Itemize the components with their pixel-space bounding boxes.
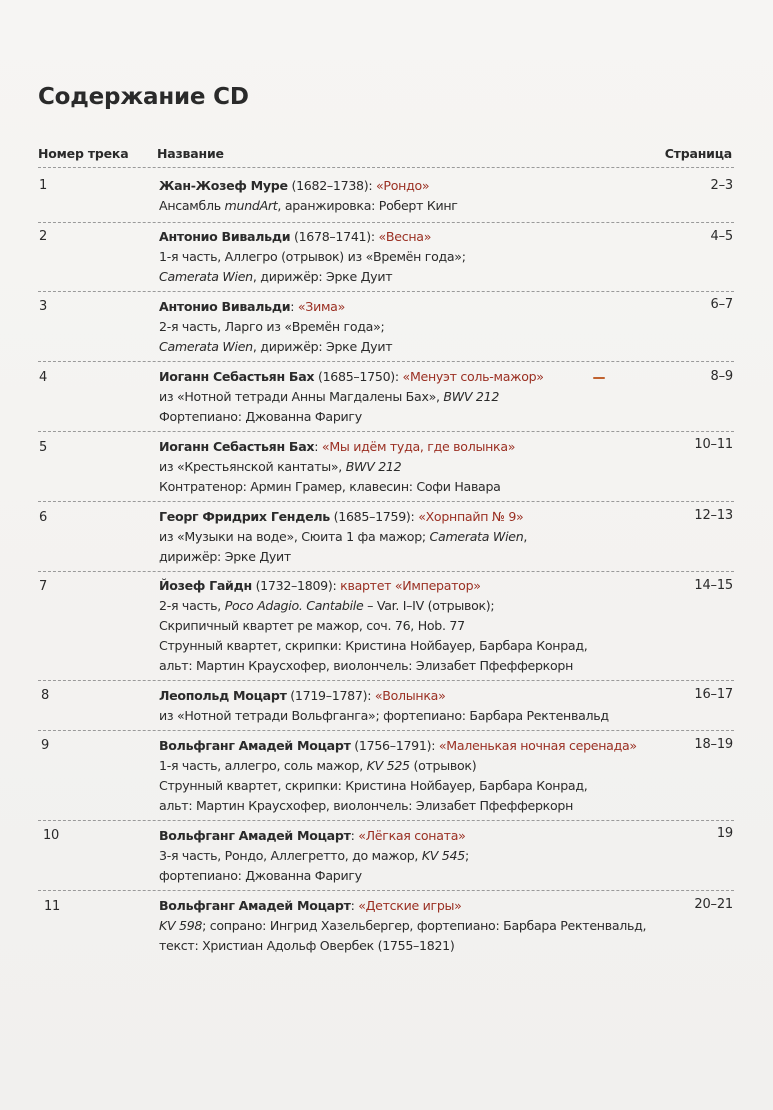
track-number: 11 xyxy=(44,899,60,914)
composer-name: Иоганн Себастьян Бах xyxy=(159,439,315,454)
ensemble-name: mundArt xyxy=(224,198,278,213)
composer-years: (1685–1750): xyxy=(314,369,403,384)
composer-name: Йозеф Гайдн xyxy=(159,578,252,593)
performer-text: Струнный квартет, скрипки: Кристина Нойбауер, Барбара Конрад, xyxy=(159,778,588,793)
track-description xyxy=(159,576,679,676)
separator: : xyxy=(314,439,322,454)
divider xyxy=(38,167,734,168)
divider xyxy=(38,730,734,731)
work-title: «Зима» xyxy=(297,299,345,314)
track-description xyxy=(159,437,679,497)
composer-name: Георг Фридрих Гендель xyxy=(159,509,330,524)
performer-text: из «Нотной тетради Вольфганга»; фортепиано: Барбара Ректенвальд xyxy=(159,708,609,723)
catalogue-number: KV 525 xyxy=(366,758,410,773)
divider xyxy=(38,291,734,292)
composer-years: (1732–1809): xyxy=(251,578,341,593)
separator: : xyxy=(290,299,298,314)
catalogue-number: KV 545 xyxy=(421,848,465,863)
performer-text: дирижёр: Эрке Дуит xyxy=(159,549,291,564)
track-number: 10 xyxy=(43,828,59,843)
work-details: из «Крестьянской кантаты», xyxy=(159,459,346,474)
tempo-marking: Poco Adagio. Cantabile xyxy=(224,598,364,613)
ensemble-name: Camerata Wien xyxy=(159,269,253,284)
work-title: «Весна» xyxy=(378,229,432,244)
page-number: 6–7 xyxy=(710,297,733,312)
column-header-track: Номер трека xyxy=(38,146,129,161)
track-description xyxy=(159,227,679,287)
page-number: 20–21 xyxy=(694,897,733,912)
work-title: «Волынка» xyxy=(374,688,446,703)
work-details: 2-я часть, Ларго из «Времён года»; xyxy=(159,319,385,334)
performer-text: альт: Мартин Краусхофер, виолончель: Элизабет Пфефферкорн xyxy=(159,658,574,673)
composer-name: Жан-Жозеф Муре xyxy=(159,178,288,193)
performer-text: текст: Христиан Адольф Овербек (1755–1821) xyxy=(159,938,455,953)
column-header-name: Название xyxy=(157,146,224,161)
divider xyxy=(38,890,734,891)
composer-name: Антонио Вивальди xyxy=(159,229,291,244)
catalogue-number: BWV 212 xyxy=(345,459,402,474)
divider xyxy=(38,571,734,572)
ensemble-name: Camerata Wien xyxy=(159,339,253,354)
track-description xyxy=(159,367,679,427)
divider xyxy=(38,222,734,223)
track-number: 1 xyxy=(39,178,47,193)
track-description xyxy=(159,826,679,886)
catalogue-number: KV 598 xyxy=(159,918,203,933)
composer-name: Антонио Вивальди xyxy=(159,299,291,314)
performer-text: Струнный квартет, скрипки: Кристина Нойбауер, Барбара Конрад, xyxy=(159,638,588,653)
page-number: 12–13 xyxy=(694,508,733,523)
work-title: «Маленькая ночная серенада» xyxy=(438,738,637,753)
track-description xyxy=(159,736,679,816)
work-title: «Менуэт соль-мажор» xyxy=(402,369,544,384)
performer-text: , дирижёр: Эрке Дуит xyxy=(252,269,393,284)
work-details: 2-я часть, xyxy=(159,598,225,613)
divider xyxy=(38,680,734,681)
performer-text: альт: Мартин Краусхофер, виолончель: Элизабет Пфефферкорн xyxy=(159,798,574,813)
ensemble-name: Camerata Wien xyxy=(429,529,524,544)
work-title: «Мы идём туда, где волынка» xyxy=(321,439,516,454)
work-title: «Лёгкая соната» xyxy=(358,828,466,843)
track-number: 4 xyxy=(39,370,47,385)
page-number: 18–19 xyxy=(694,737,733,752)
catalogue-number: BWV 212 xyxy=(443,389,500,404)
track-description xyxy=(159,297,679,357)
performer-text: , дирижёр: Эрке Дуит xyxy=(252,339,393,354)
performer-text: ; сопрано: Ингрид Хазельбергер, фортепиано: Барбара Ректенвальд, xyxy=(202,918,647,933)
separator: : xyxy=(350,898,359,913)
divider xyxy=(38,431,734,432)
page-number: 10–11 xyxy=(694,437,733,452)
performer-text: фортепиано: Джованна Фаригу xyxy=(159,868,362,883)
track-number: 8 xyxy=(41,688,49,703)
work-details: Скрипичный квартет ре мажор, соч. 76, Hob. 77 xyxy=(159,618,465,633)
track-number: 7 xyxy=(39,579,47,594)
work-details: ; xyxy=(464,848,469,863)
composer-years: (1685–1759): xyxy=(329,509,419,524)
page-number: 16–17 xyxy=(694,687,733,702)
composer-name: Вольфганг Амадей Моцарт xyxy=(159,738,351,753)
track-description xyxy=(159,507,679,567)
work-details: (отрывок) xyxy=(409,758,477,773)
separator: : xyxy=(350,828,359,843)
track-number: 5 xyxy=(39,440,47,455)
page-title: Содержание CD xyxy=(38,84,249,110)
work-title: «Рондо» xyxy=(376,178,430,193)
track-description xyxy=(159,896,699,956)
composer-name: Вольфганг Амадей Моцарт xyxy=(159,898,351,913)
divider xyxy=(38,501,734,502)
work-details: 1-я часть, аллегро, соль мажор, xyxy=(159,758,367,773)
performer-text: , аранжировка: Роберт Кинг xyxy=(277,198,458,213)
page-number: 2–3 xyxy=(710,178,733,193)
composer-years: (1682–1738): xyxy=(287,178,377,193)
performer-text: , xyxy=(523,529,528,544)
divider xyxy=(38,820,734,821)
page-number: 4–5 xyxy=(710,229,733,244)
work-details: 3-я часть, Рондо, Аллегретто, до мажор, xyxy=(159,848,422,863)
track-number: 3 xyxy=(39,299,47,314)
composer-years: (1719–1787): xyxy=(286,688,375,703)
column-header-page: Страница xyxy=(664,146,732,161)
track-number: 6 xyxy=(39,510,47,525)
page-number: 8–9 xyxy=(710,369,733,384)
work-title: «Хорнпайп № 9» xyxy=(418,509,524,524)
work-title: «Детские игры» xyxy=(358,898,462,913)
performer-text: Контратенор: Армин Грамер, клавесин: Софи Навара xyxy=(159,479,501,494)
ink-mark xyxy=(593,377,605,379)
composer-name: Леопольд Моцарт xyxy=(159,688,287,703)
track-number: 9 xyxy=(41,738,49,753)
work-details: из «Музыки на воде», Сюита 1 фа мажор; xyxy=(159,529,430,544)
performer-text: Ансамбль xyxy=(159,198,225,213)
composer-name: Вольфганг Амадей Моцарт xyxy=(159,828,351,843)
page-number: 19 xyxy=(716,826,733,841)
composer-name: Иоганн Себастьян Бах xyxy=(159,369,315,384)
work-details: 1-я часть, Аллегро (отрывок) из «Времён года»; xyxy=(159,249,466,264)
performer-text: Фортепиано: Джованна Фаригу xyxy=(159,409,362,424)
work-title: квартет «Император» xyxy=(340,578,481,593)
track-number: 2 xyxy=(39,229,47,244)
divider xyxy=(38,361,734,362)
work-details: из «Нотной тетради Анны Магдалены Бах», xyxy=(159,389,444,404)
track-description xyxy=(159,176,679,216)
composer-years: (1678–1741): xyxy=(290,229,379,244)
track-description xyxy=(159,686,679,726)
work-details: – Var. I–IV (отрывок); xyxy=(363,598,495,613)
page-number: 14–15 xyxy=(694,578,733,593)
composer-years: (1756–1791): xyxy=(350,738,439,753)
